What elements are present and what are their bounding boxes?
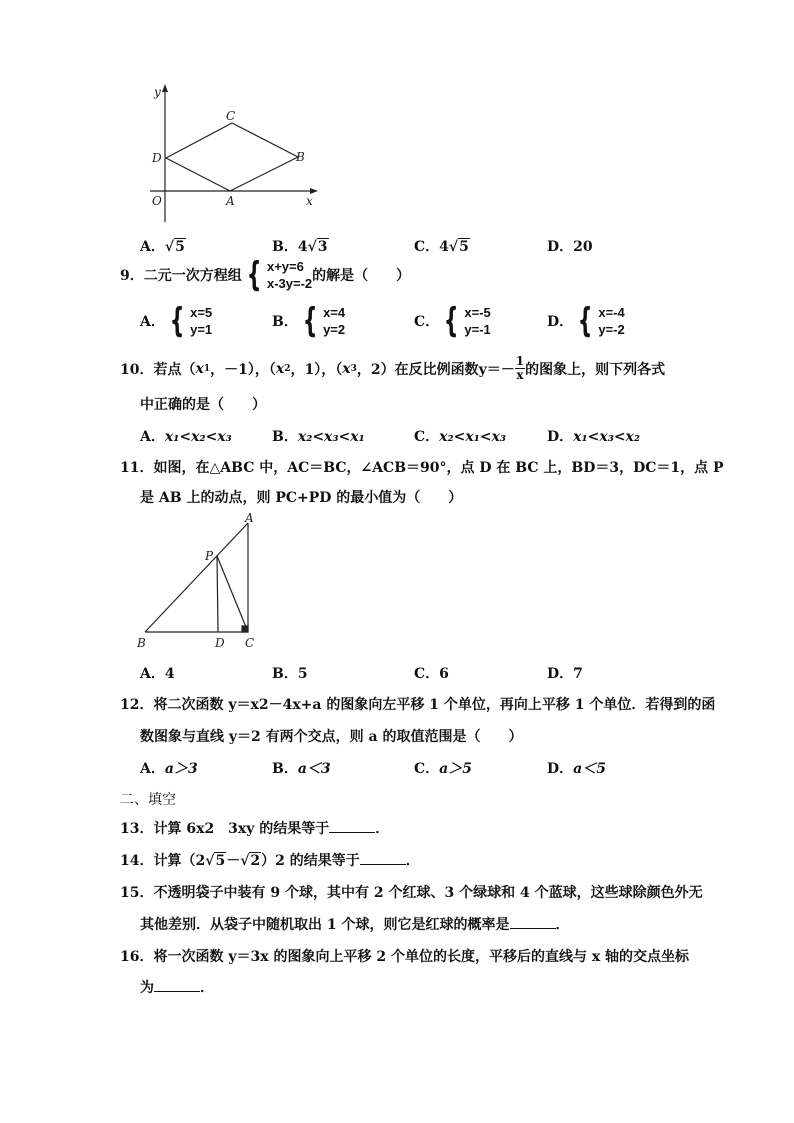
question-10-line2: 中正确的是（ ）	[140, 397, 266, 413]
question-15-line2: 其他差别．从袋子中随机取出 1 个球，则它是红球的概率是 ．	[140, 917, 570, 933]
q9-option-b: B． { x=4 y=2	[272, 301, 346, 341]
point-b-label: B	[296, 150, 305, 164]
q10-option-b: B．x₂<x₃<x₁	[272, 429, 365, 445]
q15-answer-blank[interactable]	[510, 928, 556, 929]
q8-option-a: A．√5	[140, 239, 185, 255]
question-12-line1: 12．将二次函数 y＝x2－4x+a 的图象向左平移 1 个单位，再向上平移 1 个单位．若得到的函	[120, 697, 716, 713]
question-16-line2: 为 ．	[140, 980, 214, 996]
q12-option-b: B．a＜3	[272, 761, 331, 777]
question-15-line1: 15．不透明袋子中装有 9 个球，其中有 2 个红球、3 个绿球和 4 个蓝球，这些球除颜色外无	[120, 885, 703, 901]
q11-option-c: C．6	[414, 666, 449, 682]
tri-a-label: A	[245, 511, 254, 525]
q14-answer-blank[interactable]	[360, 864, 406, 865]
point-a-label: A	[226, 194, 235, 208]
question-9: 9． 二元一次方程组 { x+y=6 x-3y=-2 的解是（ ）	[120, 255, 411, 295]
x-axis-label: x	[306, 194, 313, 208]
tri-d-label: D	[215, 636, 225, 650]
q10-option-c: C．x₂<x₁<x₃	[414, 429, 507, 445]
q16-answer-blank[interactable]	[154, 991, 200, 992]
q12-option-a: A．a＞3	[140, 761, 198, 777]
q8-option-c: C．4√5	[414, 239, 469, 255]
rhombus-figure	[140, 82, 330, 222]
q10-option-d: D．x₁<x₃<x₂	[547, 429, 641, 445]
q9-option-c: C． { x=-5 y=-1	[414, 301, 491, 341]
question-13: 13．计算 6x2 3xy 的结果等于 ．	[120, 821, 390, 837]
question-16-line1: 16．将一次函数 y＝3x 的图象向上平移 2 个单位的长度，平移后的直线与 x 轴的交点坐标	[120, 949, 690, 965]
q12-option-c: C．a＞5	[414, 761, 472, 777]
origin-label: O	[152, 194, 162, 208]
q11-option-d: D．7	[547, 666, 583, 682]
section-heading: 二、填空	[120, 792, 176, 808]
question-11-line1: 11．如图，在△ABC 中，AC＝BC，∠ACB＝90°，点 D 在 BC 上，BD＝3，DC＝1，点 P	[120, 460, 724, 476]
question-11-line2: 是 AB 上的动点，则 PC+PD 的最小值为（ ）	[140, 490, 463, 506]
q13-answer-blank[interactable]	[329, 832, 375, 833]
q8-option-b: B．4√3	[272, 239, 328, 255]
question-10-line1: 10． 若点（ x 1 ，－1），（ x 2 ，1），（ x 3 ，2）在反比例函数 y＝－ $\frac{1}{x}$ 的图象上，则下列各式	[120, 354, 666, 382]
triangle-figure	[135, 508, 270, 653]
point-c-label: C	[226, 109, 236, 123]
tri-c-label: C	[245, 636, 255, 650]
tri-b-label: B	[137, 636, 146, 650]
q11-option-b: B．5	[272, 666, 308, 682]
q10-option-a: A．x₁<x₂<x₃	[140, 429, 232, 445]
q8-a-radicand: 5	[175, 239, 185, 255]
q11-option-a: A．4	[140, 666, 175, 682]
question-12-line2: 数图象与直线 y＝2 有两个交点，则 a 的取值范围是（ ）	[140, 729, 523, 745]
y-axis-label: y	[154, 85, 161, 99]
q8-option-d: D．20	[547, 239, 593, 255]
q9-option-d: D． { x=-4 y=-2	[547, 301, 625, 341]
tri-p-label: P	[205, 549, 214, 563]
q12-option-d: D．a＜5	[547, 761, 606, 777]
q9-option-a: A． { x=5 y=1	[140, 301, 213, 341]
question-14: 14．计算（2√5－√2）2 的结果等于 ．	[120, 853, 420, 869]
point-d-label: D	[152, 151, 162, 165]
